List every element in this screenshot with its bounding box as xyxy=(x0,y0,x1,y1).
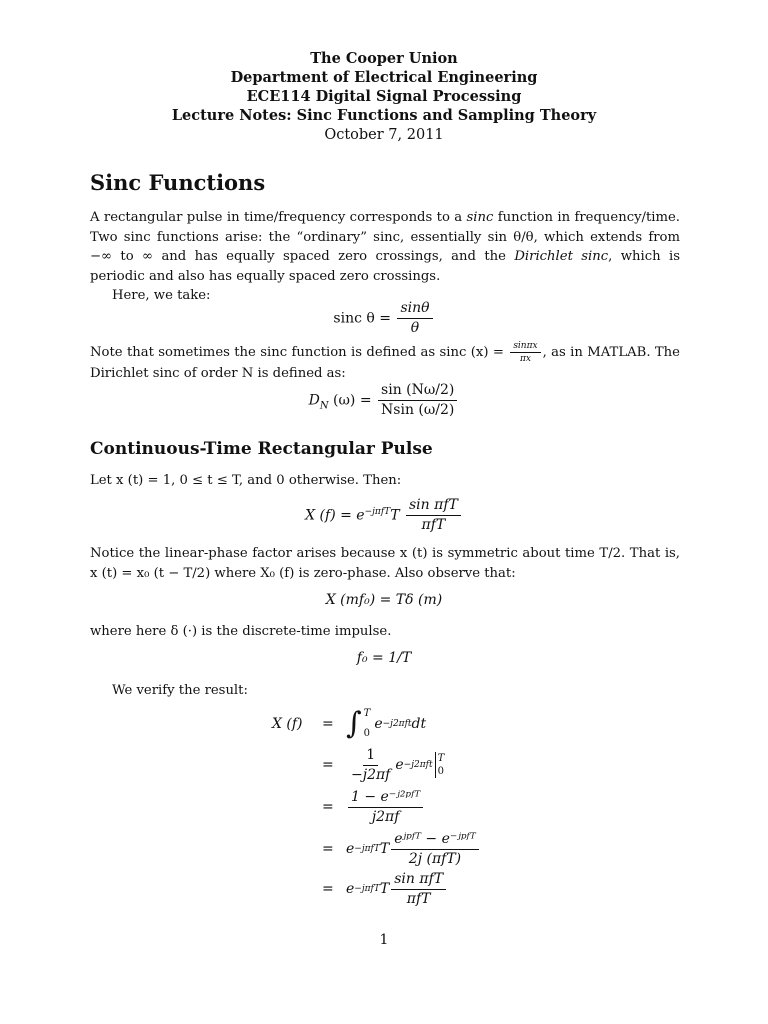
denominator: θ xyxy=(410,320,420,336)
integral-sign: ∫ xyxy=(346,706,362,741)
fraction xyxy=(348,747,393,784)
derivation-row-3 xyxy=(0,787,768,827)
exponential-base: e xyxy=(395,757,404,773)
exponent: −jπfT xyxy=(364,506,391,517)
course-title: ECE114 Digital Signal Processing xyxy=(246,88,522,105)
differential: dt xyxy=(411,716,427,732)
integral-limits xyxy=(364,704,371,744)
paragraph-verify: We verify the result: xyxy=(112,683,248,698)
equation-factor: T xyxy=(390,507,400,524)
upper-limit: T xyxy=(363,708,371,719)
equation-lhs: X (f) = e xyxy=(305,507,365,524)
section-title-sinc-functions: Sinc Functions xyxy=(90,170,266,195)
equation-text: X (mf₀) = Tδ (m) xyxy=(325,592,443,608)
equation-factor: T xyxy=(379,881,390,897)
paragraph-matlab-note xyxy=(90,341,680,384)
denominator: πfT xyxy=(406,890,431,907)
text-run: , as in MATLAB. The Dirichlet sinc of order N is defined as: xyxy=(90,345,680,381)
equation-arg: (ω) = xyxy=(328,392,372,409)
equals-sign: = xyxy=(322,841,334,857)
paragraph-intro xyxy=(90,208,680,286)
equation-text: f₀ = 1/T xyxy=(356,650,412,666)
text-run: Note that sometimes the sinc function is defined as sinc (x) = xyxy=(90,345,504,360)
paragraph-here-we-take: Here, we take: xyxy=(112,288,211,303)
exponential-base: e xyxy=(346,881,355,897)
equation-sampled-spectrum xyxy=(0,592,768,608)
emphasis-dirichlet: Dirichlet sinc xyxy=(514,249,609,264)
inline-fraction xyxy=(510,341,540,364)
integrand-base: e xyxy=(374,716,383,732)
derivation-row-1 xyxy=(0,704,768,744)
exponent: −j2πft xyxy=(403,760,433,770)
denominator: πfT xyxy=(421,517,446,533)
fraction xyxy=(391,831,478,868)
equation-f0 xyxy=(0,650,768,666)
denominator: Nsin (ω/2) xyxy=(381,402,455,418)
lower-limit: 0 xyxy=(437,766,444,777)
equals-sign: = xyxy=(322,799,334,815)
derivation-row-4 xyxy=(0,829,768,869)
department-name: Department of Electrical Engineering xyxy=(230,69,538,86)
equals-sign: = xyxy=(322,757,334,773)
subscript: N xyxy=(319,400,329,412)
exponent: −jπfT xyxy=(354,844,380,854)
lecture-title: Lecture Notes: Sinc Functions and Sampling Theory xyxy=(171,107,597,124)
equation-factor: T xyxy=(379,841,390,857)
fraction xyxy=(378,382,457,419)
equation-rect-pulse-transform xyxy=(0,497,768,534)
institution-name: The Cooper Union xyxy=(310,50,458,67)
equation-lhs: sinc θ = xyxy=(333,310,392,327)
derivation-row-5 xyxy=(0,869,768,909)
text-run: , which is periodic and also has equally spaced zero crossings. xyxy=(90,249,680,284)
numerator: 1 xyxy=(363,747,378,766)
numerator: eʲᵖᶠᵀ − e⁻ʲᵖᶠᵀ xyxy=(394,830,476,847)
derivation-rhs xyxy=(346,704,426,744)
derivation-row-2 xyxy=(0,745,768,785)
paragraph-impulse: where here δ (·) is the discrete-time impulse. xyxy=(90,624,392,639)
document-date: October 7, 2011 xyxy=(324,127,444,143)
numerator: sinθ xyxy=(400,300,430,316)
numerator: sin (Nω/2) xyxy=(378,382,457,401)
derivation-rhs xyxy=(346,747,444,784)
derivation-rhs xyxy=(346,789,425,826)
exponential-base: e xyxy=(346,841,355,857)
equation-symbol: D xyxy=(308,392,320,409)
fraction xyxy=(348,789,423,826)
fraction xyxy=(397,300,432,337)
paragraph-let-x: Let x (t) = 1, 0 ≤ t ≤ T, and 0 otherwise. Then: xyxy=(90,473,402,488)
derivation-rhs xyxy=(346,831,481,868)
equals-sign: = xyxy=(322,881,334,897)
denominator: 2j (πfT) xyxy=(408,850,462,867)
upper-limit: T xyxy=(437,753,445,764)
numerator: sin πfT xyxy=(394,870,444,887)
paragraph-linear-phase: Notice the linear-phase factor arises because x (t) is symmetric about time T/2. That is, x (t) = x₀ (t − T/2) where X₀ (f) is zero-phase. Also observe that: xyxy=(90,546,680,581)
denominator: −j2πf xyxy=(351,766,391,783)
equals-sign: = xyxy=(322,716,334,732)
equation-sinc-definition xyxy=(0,300,768,337)
equation-dirichlet-sinc xyxy=(0,382,768,419)
fraction xyxy=(406,497,461,534)
numerator: sin πfT xyxy=(408,497,458,513)
derivation-lhs: X (f) xyxy=(272,716,303,732)
denominator: πx xyxy=(519,354,531,364)
section-title-rect-pulse: Continuous-Time Rectangular Pulse xyxy=(90,439,433,459)
numerator: sinπx xyxy=(513,341,538,351)
numerator: 1 − e⁻ʲ²ᵖᶠᵀ xyxy=(351,788,421,805)
page-number: 1 xyxy=(379,932,389,948)
exponent: −jπfT xyxy=(354,884,380,894)
text-run: A rectangular pulse in time/frequency corresponds to a xyxy=(90,210,467,225)
evaluation-bar xyxy=(433,752,445,778)
exponent: −j2πft xyxy=(382,719,412,729)
denominator: j2πf xyxy=(371,808,400,825)
lower-limit: 0 xyxy=(363,728,371,739)
derivation-rhs xyxy=(346,871,448,908)
emphasis-sinc: sinc xyxy=(466,210,494,225)
text-run: function in frequency/time. Two sinc functions arise: the “ordinary” sinc, essentially sin θ/θ, which extends from −∞ to ∞ and has equally spaced zero crossings, and the xyxy=(90,210,680,264)
fraction xyxy=(391,871,446,908)
